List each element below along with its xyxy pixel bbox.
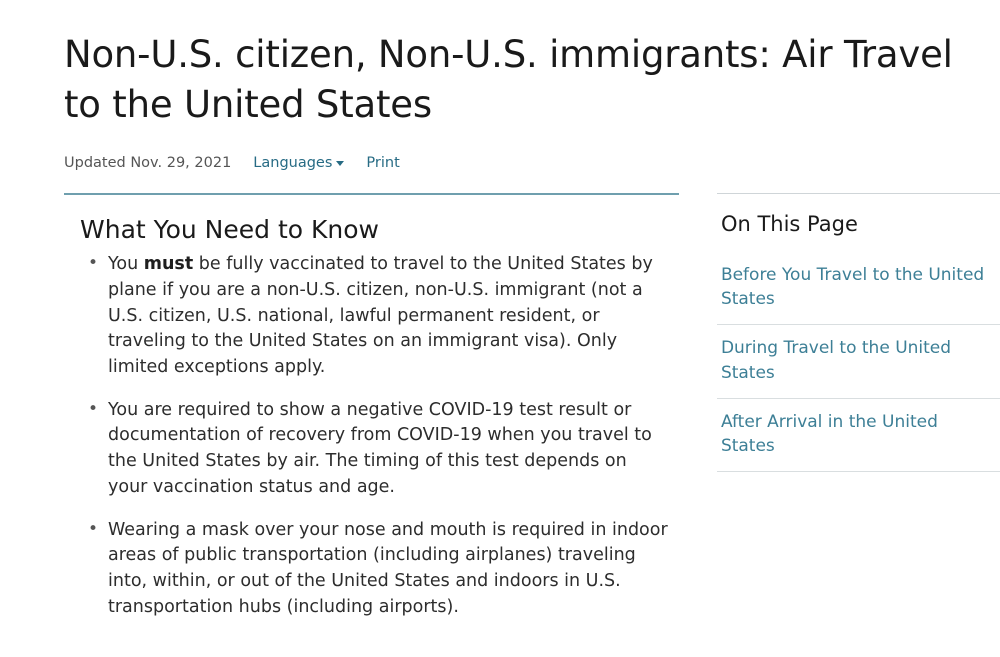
list-item [108, 518, 679, 621]
on-this-page-panel [717, 193, 1000, 472]
list-item [108, 398, 679, 501]
list-item [108, 252, 679, 381]
languages-label: Languages [253, 155, 333, 172]
section-heading: What You Need to Know [80, 215, 379, 245]
bullet-text-pre: You are required to show a negative COVID-19 test result or documentation of recovery from COVID-19 when you travel to the United States by air. The timing of this test depends on your vaccination status and age. [108, 399, 652, 497]
sidebar-item-after-arrival[interactable]: After Arrival in the United States [720, 411, 938, 456]
languages-dropdown[interactable] [253, 155, 344, 171]
list-item [717, 325, 1000, 398]
two-column-layout [64, 193, 1000, 637]
updated-date: Updated Nov. 29, 2021 [64, 155, 232, 172]
list-item [717, 252, 1000, 325]
sidebar-link-list [717, 252, 1000, 472]
print-button[interactable]: Print [366, 155, 400, 172]
list-item [717, 399, 1000, 472]
bullet-text-bold: must [143, 254, 194, 275]
sidebar-item-before-travel[interactable]: Before You Travel to the United States [720, 265, 985, 310]
bullet-text-post: be fully vaccinated to travel to the United States by plane if you are a non-U.S. citizen, non-U.S. immigrant (not a U.S. citizen, U.S. national, lawful permanent resident, or traveling to the United States on an immigrant visa). Only limited exceptions apply. [108, 254, 653, 378]
sidebar-item-during-travel[interactable]: During Travel to the United States [720, 338, 952, 383]
bullet-text-pre: You [108, 254, 144, 275]
sidebar-title: On This Page [720, 212, 858, 237]
page-title: Non-U.S. citizen, Non-U.S. immigrants: Air Travel to the United States [64, 33, 953, 126]
chevron-down-icon [336, 161, 344, 166]
main-content-column [64, 193, 679, 637]
key-points-list [64, 252, 679, 620]
page-meta-row [64, 155, 1000, 171]
bullet-text-pre: Wearing a mask over your nose and mouth is required in indoor areas of public transportation (including airplanes) traveling into, within, or out of the United States and indoors in U.S. transportation hubs (including airports). [108, 519, 668, 617]
